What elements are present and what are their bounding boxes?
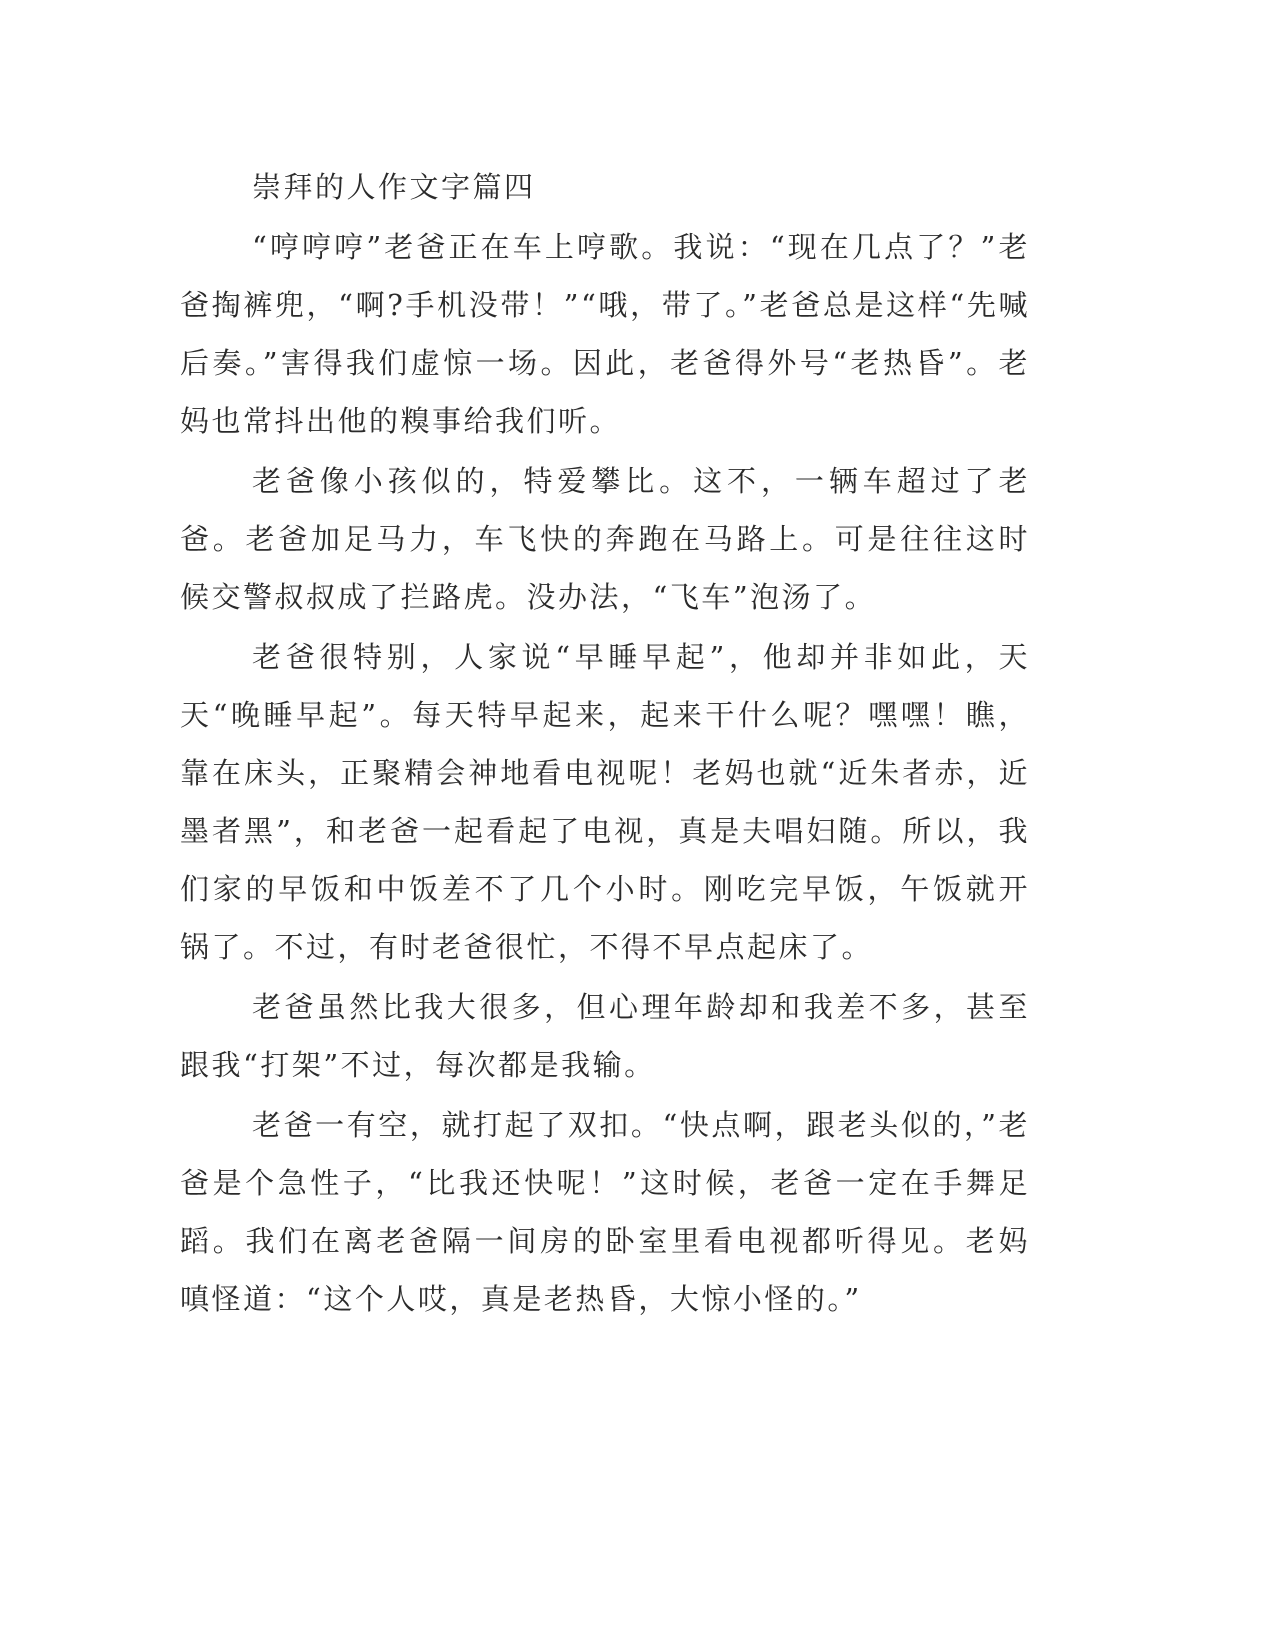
document-body xyxy=(180,158,1030,1330)
paragraph-4: 老爸虽然比我大很多，但心理年龄却和我差不多，甚至跟我“打架”不过，每次都是我输。 xyxy=(180,990,1030,1082)
paragraph-5: 老爸一有空，就打起了双扣。“快点啊，跟老头似的，”老爸是个急性子，“比我还快呢！”这时候，老爸一定在手舞足蹈。我们在离老爸隔一间房的卧室里看电视都听得见。老妈嗔怪道：“这个人哎，真是老热昏，大惊小怪的。” xyxy=(180,1108,1030,1316)
document-title: 崇拜的人作文字篇四 xyxy=(252,170,536,204)
paragraph-1: “哼哼哼”老爸正在车上哼歌。我说：“现在几点了？”老爸掏裤兜，“啊?手机没带！”“哦，带了。”老爸总是这样“先喊后奏。”害得我们虚惊一场。因此，老爸得外号“老热昏”。老妈也常抖出他的糗事给我们听。 xyxy=(180,230,1030,438)
paragraph-2: 老爸像小孩似的，特爱攀比。这不，一辆车超过了老爸。老爸加足马力，车飞快的奔跑在马路上。可是往往这时候交警叔叔成了拦路虎。没办法，“飞车”泡汤了。 xyxy=(180,464,1030,614)
paragraph-3: 老爸很特别，人家说“早睡早起”，他却并非如此，天天“晚睡早起”。每天特早起来，起来干什么呢？嘿嘿！瞧，靠在床头，正聚精会神地看电视呢！老妈也就“近朱者赤，近墨者黑”，和老爸一起看起了电视，真是夫唱妇随。所以，我们家的早饭和中饭差不了几个小时。刚吃完早饭，午饭就开锅了。不过，有时老爸很忙，不得不早点起床了。 xyxy=(180,640,1030,964)
